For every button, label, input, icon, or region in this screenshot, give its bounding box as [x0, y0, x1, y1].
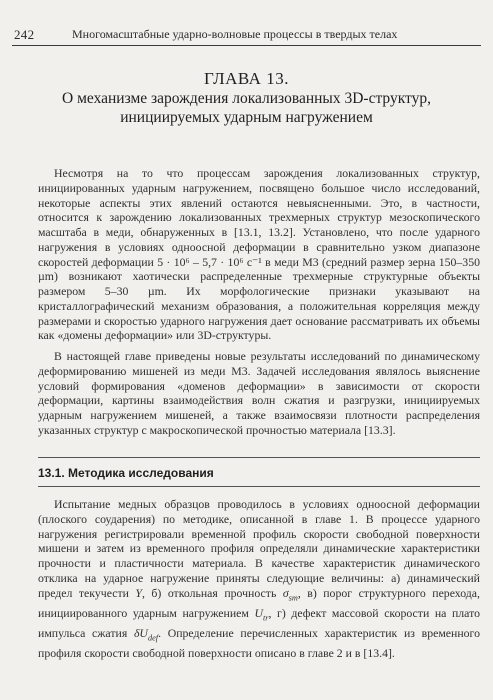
- header-divider: [12, 45, 481, 46]
- spall-symbol: [283, 586, 298, 600]
- chapter-title-line-2: инициируемых ударным нагружением: [120, 109, 373, 126]
- paragraph-text: [38, 497, 480, 661]
- symbol-base: U: [254, 605, 263, 620]
- text-run: , в) порог структурного перехода, инициированного ударным нагружением: [38, 585, 480, 620]
- aim-paragraph: [38, 349, 480, 438]
- page-number: 242: [14, 27, 35, 42]
- running-title: Многомасштабные ударно-волновые процессы в твердых телах: [72, 27, 398, 41]
- symbol-subscript: tr: [262, 612, 269, 622]
- symbol-subscript: sm: [288, 592, 298, 602]
- yield-symbol: Y: [135, 585, 142, 600]
- text-run: , г) дефект массовой скорости на плато импульса сжатия: [38, 605, 480, 640]
- chapter-heading: [0, 69, 493, 127]
- threshold-symbol: [254, 606, 268, 620]
- symbol-base: δU: [133, 625, 148, 640]
- chapter-label: ГЛАВА 13.: [204, 69, 289, 88]
- text-run: Испытание медных образцов проводилось в условиях одноосной деформации (плоского соударения) по методике, описанной в главе 1. В процессе ударного нагружения регистрировали временной профиль скорости свободной поверхности мишени и затем из временного профиля определяли динамические характеристики прочности и пластичности материала. В качестве характеристик динамического отклика на ударное нагружение приняты следующие величины: а) динамический предел текучести: [38, 497, 480, 600]
- paragraph-text: В настоящей главе приведены новые результаты исследований по динамическому деформированию мишеней из меди М3. Задачей исследования являлось выяснение условий формирования «доменов деформации» в зависимости от скорости деформации, картины взаимодействия волн сжатия и разгрузки, инициируемых ударным нагружением мишеней, а также взаимосвязи плотности распределения указанных структур с макроскопической прочностью материала [13.3].: [38, 349, 480, 437]
- text-run: . Определение перечисленных характеристик из временного профиля скорости свободной поверхности описано в главе 2 и в [13.4].: [38, 625, 480, 660]
- section-title: 13.1. Методика исследования: [38, 466, 214, 480]
- defect-symbol: [133, 625, 159, 643]
- method-paragraph: [38, 497, 480, 661]
- intro-paragraph: [38, 166, 480, 343]
- section-divider-bottom: [38, 486, 480, 487]
- symbol-base: σ: [282, 585, 289, 600]
- text-run: , б) откольная прочность: [141, 585, 283, 600]
- symbol-subscript: def: [147, 633, 159, 643]
- chapter-title-line-1: О механизме зарождения локализованных 3D-структур,: [62, 90, 431, 107]
- page-header: [0, 0, 493, 46]
- paragraph-text: Несмотря на то что процессам зарождения локализованных структур, инициированных ударным нагружением, посвящено большое число исследований, некоторые аспекты этих явлений остаются невыясненными. Это, в частности, относится к зарождению локализованных трехмерных структур мезоскопического масштаба в меди, обнаруженных в [13.1, 13.2]. Установлено, что после ударного нагружения в условиях одноосной деформации в сравнительно узком диапазоне скоростей деформации 5 · 10⁶ – 5,7 · 10⁶ с⁻¹ в меди М3 (средний размер зерна 150–350 µm) возникают хаотически распределенные трехмерные структурные объекты размером 5–30 µm. Их морфологические признаки указывают на кристаллографический механизм образования, а положительная корреляция между размерами и скоростью ударного нагружения дает основание рассматривать их объемы как «домены деформации» или 3D-структуры.: [38, 166, 480, 343]
- section-divider-top: [38, 457, 480, 458]
